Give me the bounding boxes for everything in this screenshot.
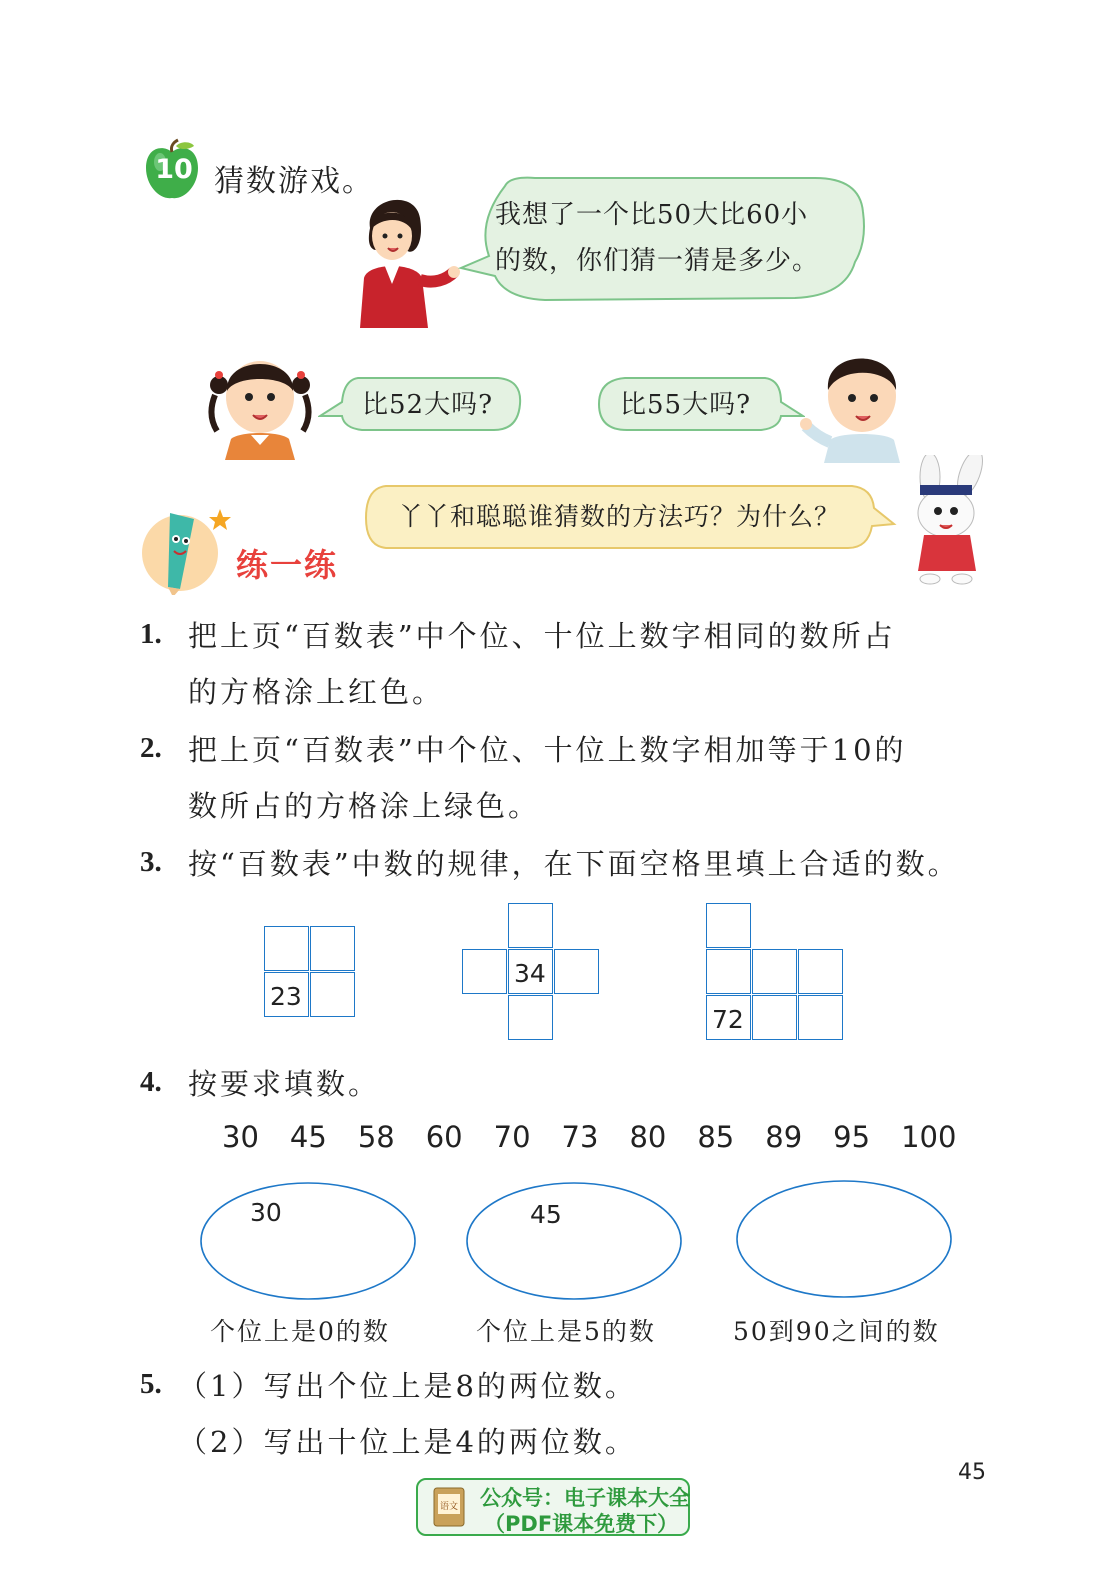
section-title: 猜数游戏。: [214, 164, 374, 199]
grid-cell[interactable]: [706, 903, 751, 948]
exercise-3-number: 3.: [140, 846, 162, 878]
grid-cell[interactable]: [798, 995, 843, 1040]
grid-cell[interactable]: [310, 972, 355, 1017]
watermark-line1: 公众号：电子课本大全: [480, 1486, 690, 1510]
number-item: 70: [493, 1120, 531, 1154]
grid-cell[interactable]: [264, 926, 309, 971]
number-item: 30: [222, 1120, 259, 1154]
exercise-5-number: 5.: [140, 1368, 162, 1400]
set-2-filled-number: 45: [530, 1200, 562, 1229]
grid-cell[interactable]: [706, 949, 751, 994]
watermark-line2: （PDF课本免费下）: [484, 1512, 679, 1536]
grid-cell[interactable]: [554, 949, 599, 994]
exercise-1-number: 1.: [140, 618, 162, 650]
number-item: 100: [901, 1120, 957, 1154]
exercise-4-number: 4.: [140, 1066, 162, 1098]
boy-bubble-text: 比55大吗?: [620, 390, 752, 420]
grid-cell[interactable]: [462, 949, 507, 994]
grid-cell[interactable]: [798, 949, 843, 994]
number-item: 73: [561, 1120, 599, 1154]
grid-3-given-number: 72: [712, 1005, 744, 1034]
practice-label: 练一练: [236, 546, 339, 584]
page-number: 45: [958, 1460, 986, 1485]
exercise-5-part2: （2）写出十位上是4的两位数。: [178, 1425, 637, 1459]
exercise-3-text: 按“百数表”中数的规律，在下面空格里填上合适的数。: [188, 847, 960, 881]
number-grid-1: [264, 926, 358, 1020]
rabbit-bubble-text: 丫丫和聪聪谁猜数的方法巧？为什么？: [398, 502, 841, 531]
grid-cell[interactable]: [310, 926, 355, 971]
grid-1-given-number: 23: [270, 982, 302, 1011]
grid-cell[interactable]: [752, 995, 797, 1040]
rabbit-illustration: [900, 455, 995, 585]
grid-cell[interactable]: [752, 949, 797, 994]
number-list: [222, 1120, 987, 1154]
exercise-2-number: 2.: [140, 732, 162, 764]
number-item: 95: [833, 1120, 871, 1154]
number-item: 58: [357, 1120, 395, 1154]
girl-bubble-text: 比52大吗?: [362, 390, 494, 420]
set-oval-between-50-90[interactable]: [734, 1178, 954, 1300]
grid-2-given-number: 34: [514, 959, 546, 988]
teacher-illustration: [350, 188, 460, 328]
pencil-mascot-icon: [140, 505, 235, 595]
set-oval-ones-five[interactable]: [464, 1180, 684, 1302]
number-grid-3: [706, 903, 846, 1043]
set-oval-ones-zero[interactable]: [198, 1180, 418, 1302]
book-icon: [428, 1484, 474, 1532]
number-item: 60: [425, 1120, 463, 1154]
teacher-bubble-line1: 我想了一个比50大比60小: [495, 200, 809, 230]
book-icon-label: 语文: [439, 1502, 459, 1512]
girl-illustration: [205, 335, 315, 460]
set-2-label: 个位上是5的数: [476, 1317, 656, 1346]
set-1-filled-number: 30: [250, 1198, 282, 1227]
number-grid-2: [462, 903, 602, 1043]
grid-cell[interactable]: [508, 995, 553, 1040]
number-item: 85: [697, 1120, 735, 1154]
number-item: 89: [765, 1120, 803, 1154]
section-number: 10: [155, 154, 193, 185]
exercise-2-line2: 数所占的方格涂上绿色。: [188, 789, 541, 823]
exercise-4-text: 按要求填数。: [188, 1067, 381, 1101]
exercise-2-line1: 把上页“百数表”中个位、十位上数字相加等于10的: [188, 733, 907, 767]
number-item: 45: [289, 1120, 327, 1154]
exercise-1-line2: 的方格涂上红色。: [188, 675, 445, 709]
exercise-1-line1: 把上页“百数表”中个位、十位上数字相同的数所占: [188, 619, 896, 653]
exercise-5-part1: （1）写出个位上是8的两位数。: [178, 1369, 637, 1403]
number-item: 80: [629, 1120, 667, 1154]
set-3-label: 50到90之间的数: [733, 1317, 940, 1346]
boy-illustration: [800, 338, 910, 463]
teacher-bubble-line2: 的数，你们猜一猜是多少。: [495, 246, 820, 276]
grid-cell[interactable]: [508, 903, 553, 948]
set-1-label: 个位上是0的数: [210, 1317, 390, 1346]
